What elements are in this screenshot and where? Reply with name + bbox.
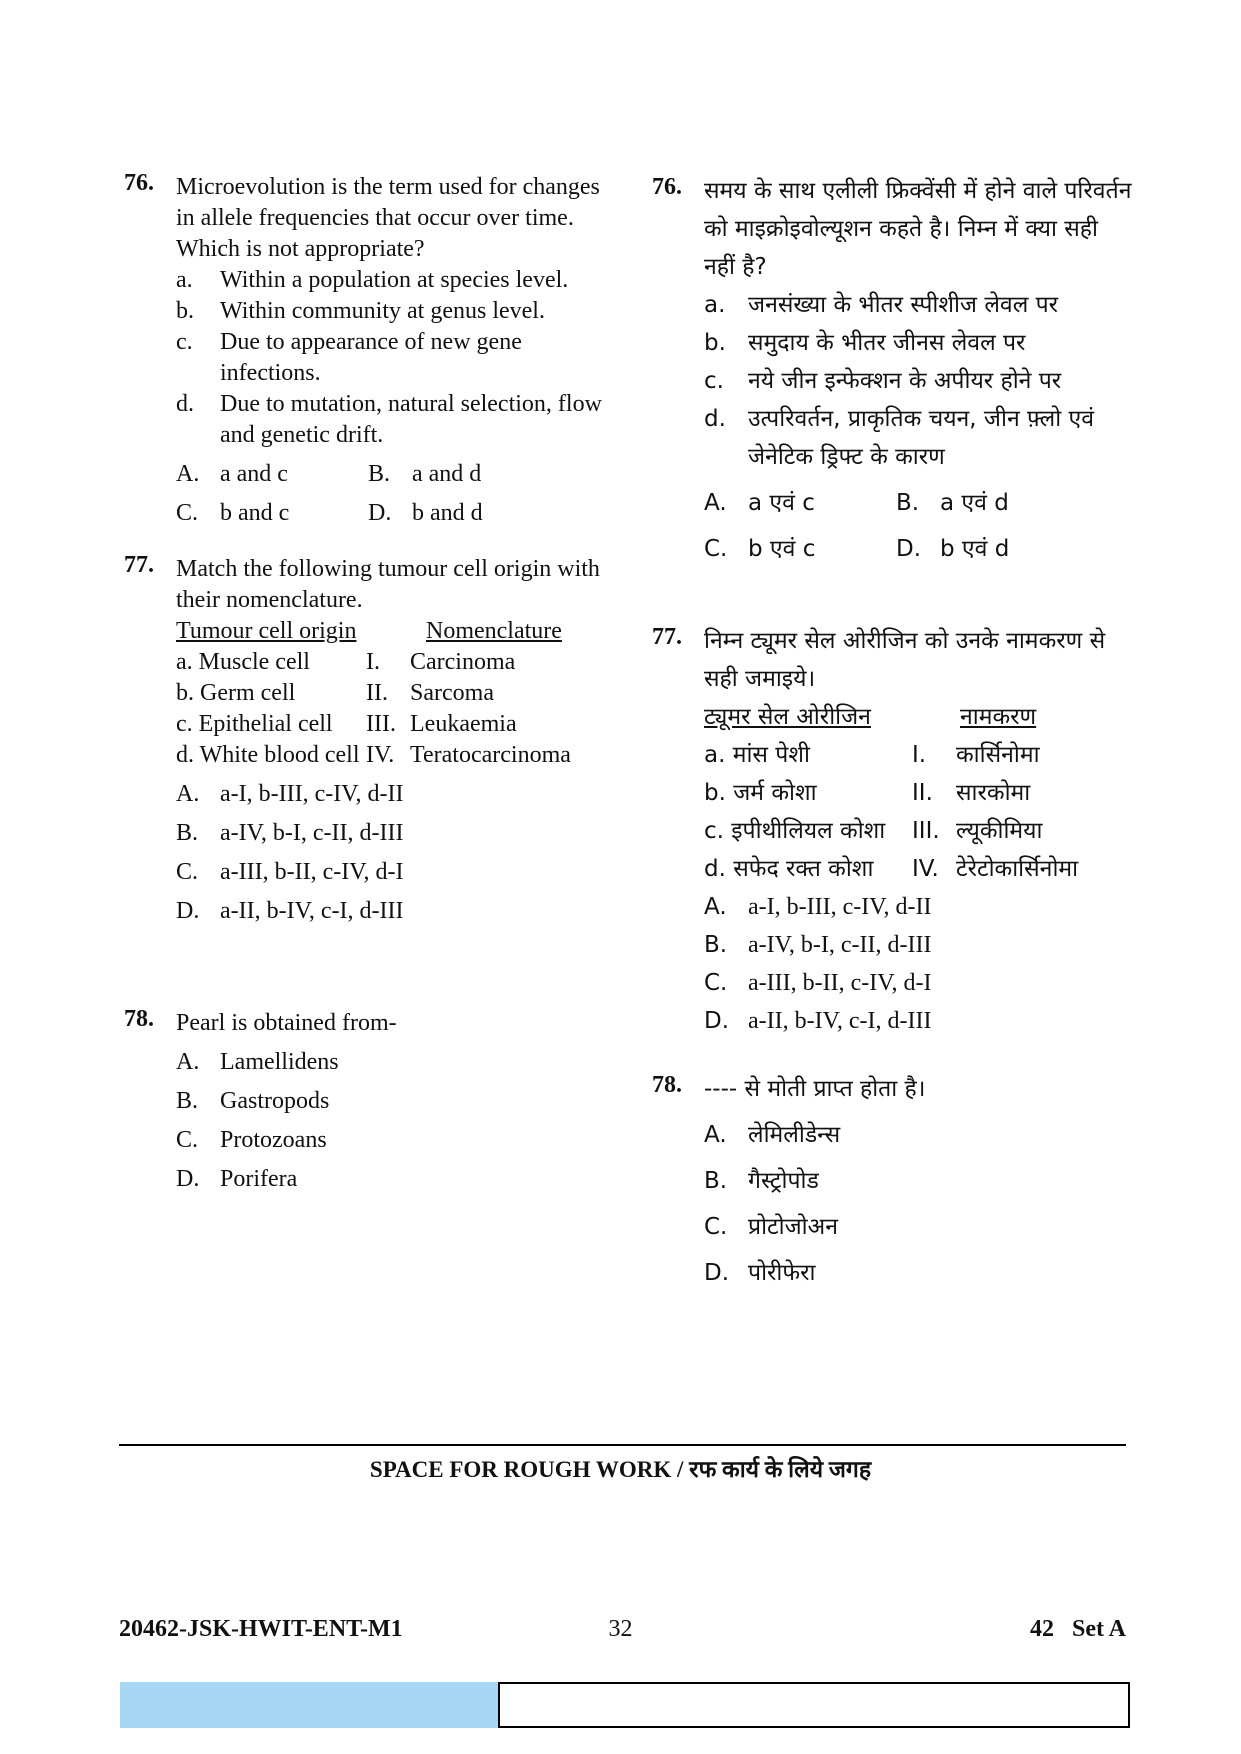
answer-text: a-III, b-II, c-IV, d-I	[220, 859, 404, 885]
question-77-en	[124, 554, 624, 1008]
question-number: 77.	[124, 552, 154, 578]
question-77-hi	[652, 622, 1132, 1070]
answer-text: a and d	[412, 461, 482, 487]
match-key: I.	[912, 742, 927, 768]
match-header	[704, 698, 1132, 736]
hindi-column	[652, 172, 1132, 1300]
statement-c	[704, 362, 1132, 400]
match-key: III.	[912, 818, 940, 844]
answer-text: a-II, b-IV, c-I, d-III	[220, 898, 404, 924]
statement-c	[176, 327, 624, 389]
answer-text: a-IV, b-I, c-II, d-III	[748, 932, 932, 958]
match-right: Sarcoma	[410, 680, 494, 706]
match-right: ल्यूकीमिया	[956, 818, 1043, 844]
blue-bar	[120, 1682, 498, 1728]
match-key: I.	[366, 649, 380, 675]
answer-option-a[interactable]	[704, 1116, 1132, 1154]
match-row	[176, 647, 624, 678]
answer-option-d[interactable]	[176, 896, 624, 927]
statement-key: c.	[704, 368, 724, 394]
answer-text: b एवं d	[940, 536, 1010, 562]
match-header-left: Tumour cell origin	[176, 618, 357, 644]
answer-key: D.	[896, 536, 922, 562]
answer-key: C.	[704, 1214, 728, 1240]
answer-option-a[interactable]	[176, 779, 624, 810]
answer-choices	[176, 779, 624, 927]
match-key: III.	[366, 711, 396, 737]
answer-text: प्रोटोजोअन	[748, 1214, 838, 1240]
match-left: a. मांस पेशी	[704, 742, 810, 768]
question-stem: निम्न ट्यूमर सेल ओरीजिन को उनके नामकरण से सही जमाइये।	[704, 628, 1106, 692]
answer-choices	[704, 888, 1132, 1040]
statement-key: b.	[176, 298, 194, 324]
match-table	[176, 616, 624, 771]
match-row	[176, 709, 624, 740]
question-stem: समय के साथ एलीली फ्रिक्वेंसी में होने वाले परिवर्तन को माइक्रोइवोल्यूशन कहते है। निम्न में क्या सही नहीं है?	[704, 178, 1132, 280]
answer-choices	[704, 484, 1132, 568]
statement-text: Due to appearance of new gene infections.	[220, 329, 522, 386]
question-number: 76.	[652, 174, 682, 200]
match-header	[176, 616, 624, 647]
answer-key: B.	[368, 461, 391, 487]
answer-text: a एवं c	[748, 490, 815, 516]
statement-key: b.	[704, 330, 726, 356]
answer-text: a-III, b-II, c-IV, d-I	[748, 970, 932, 996]
match-left: d. White blood cell	[176, 742, 360, 768]
blank-box	[498, 1682, 1130, 1728]
statement-d	[704, 400, 1132, 476]
match-header-right: Nomenclature	[426, 618, 562, 644]
match-row	[704, 812, 1132, 850]
answer-text: पोरीफेरा	[748, 1260, 816, 1286]
question-stem: Match the following tumour cell origin with their nomenclature.	[176, 556, 600, 613]
answer-choices	[704, 1116, 1132, 1292]
match-key: II.	[366, 680, 388, 706]
match-key: IV.	[366, 742, 395, 768]
statement-text: जनसंख्या के भीतर स्पीशीज लेवल पर	[748, 292, 1059, 318]
statement-text: उत्परिवर्तन, प्राकृतिक चयन, जीन फ़्लो एवं जेनेटिक ड्रिफ्ट के कारण	[748, 406, 1094, 470]
match-key: IV.	[912, 856, 939, 882]
answer-text: b and d	[412, 500, 483, 526]
answer-key: A.	[704, 490, 727, 516]
answer-option-d[interactable]	[368, 498, 624, 529]
match-header-right: नामकरण	[960, 704, 1037, 730]
answer-option-b[interactable]	[704, 1162, 1132, 1200]
english-column	[124, 172, 624, 1203]
answer-key: D.	[704, 1260, 730, 1286]
answer-option-c[interactable]	[704, 1208, 1132, 1246]
question-78-en	[124, 1008, 624, 1195]
match-header-left: ट्यूमर सेल ओरीजिन	[704, 704, 871, 730]
statement-text: नये जीन इन्फेक्शन के अपीयर होने पर	[748, 368, 1062, 394]
statement-key: d.	[704, 406, 726, 432]
answer-key: B.	[704, 1168, 728, 1194]
match-key: II.	[912, 780, 933, 806]
answer-text: b and c	[220, 500, 290, 526]
match-row	[704, 736, 1132, 774]
match-right: Leukaemia	[410, 711, 517, 737]
answer-text: a-IV, b-I, c-II, d-III	[220, 820, 404, 846]
answer-text: Porifera	[220, 1166, 298, 1192]
question-number: 78.	[652, 1072, 682, 1098]
match-row	[704, 774, 1132, 812]
question-number: 76.	[124, 170, 154, 196]
question-stem: Microevolution is the term used for changes in allele frequencies that occur over time. Which is not appropriate?	[176, 174, 600, 262]
statement-key: d.	[176, 391, 194, 417]
match-row	[176, 740, 624, 771]
match-left: c. Epithelial cell	[176, 711, 333, 737]
set-label: 42 Set A	[1030, 1616, 1126, 1642]
answer-option-a[interactable]	[176, 1047, 624, 1078]
match-left: d. सफेद रक्त कोशा	[704, 856, 874, 882]
answer-key: C.	[176, 1127, 199, 1153]
page-number: 32	[608, 1616, 633, 1642]
answer-key: C.	[176, 500, 199, 526]
answer-option-c[interactable]	[704, 964, 1132, 1002]
match-left: b. जर्म कोशा	[704, 780, 817, 806]
answer-key: C.	[704, 970, 728, 996]
booklet-code: 20462-JSK-HWIT-ENT-M1	[119, 1616, 403, 1642]
match-right: सारकोमा	[956, 780, 1031, 806]
match-left: c. इपीथीलियल कोशा	[704, 818, 886, 844]
answer-key: D.	[368, 500, 392, 526]
answer-text: गैस्ट्रोपोड	[748, 1168, 819, 1194]
answer-text: लेमिलीडेन्स	[748, 1122, 841, 1148]
statement-a	[176, 265, 624, 296]
answer-key: B.	[896, 490, 920, 516]
statement-text: समुदाय के भीतर जीनस लेवल पर	[748, 330, 1026, 356]
answer-key: A.	[176, 461, 200, 487]
statement-text: Due to mutation, natural selection, flow and genetic drift.	[220, 391, 602, 448]
answer-option-b[interactable]	[896, 484, 1132, 522]
statement-text: Within community at genus level.	[220, 298, 545, 324]
answer-option-d[interactable]	[704, 1002, 1132, 1040]
answer-option-c[interactable]	[176, 857, 624, 888]
answer-key: A.	[704, 1122, 727, 1148]
question-stem: Pearl is obtained from-	[176, 1010, 397, 1036]
answer-key: A.	[704, 894, 727, 920]
answer-option-d[interactable]	[704, 1254, 1132, 1292]
answer-key: C.	[704, 536, 728, 562]
statement-a	[704, 286, 1132, 324]
rough-work-label: SPACE FOR ROUGH WORK / रफ कार्य के लिये जगह	[369, 1457, 872, 1482]
answer-text: a and c	[220, 461, 288, 487]
answer-text: Protozoans	[220, 1127, 327, 1153]
answer-option-d[interactable]	[896, 530, 1132, 568]
rough-work-divider	[119, 1444, 1126, 1446]
question-number: 77.	[652, 624, 682, 650]
match-row	[176, 678, 624, 709]
answer-key: D.	[176, 1166, 200, 1192]
statement-key: a.	[176, 267, 193, 293]
statement-b	[704, 324, 1132, 362]
answer-choices	[176, 1047, 624, 1195]
match-row	[704, 850, 1132, 888]
match-left: a. Muscle cell	[176, 649, 310, 675]
answer-key: B.	[176, 820, 199, 846]
answer-key: A.	[176, 781, 200, 807]
question-number: 78.	[124, 1006, 154, 1032]
answer-option-a[interactable]	[176, 459, 368, 490]
answer-option-b[interactable]	[176, 818, 624, 849]
statement-b	[176, 296, 624, 327]
statement-key: c.	[176, 329, 193, 355]
answer-key: D.	[704, 1008, 730, 1034]
answer-choices	[176, 459, 624, 529]
question-stem: ---- से मोती प्राप्त होता है।	[704, 1076, 926, 1102]
question-76-hi	[652, 172, 1132, 622]
answer-text: Gastropods	[220, 1088, 330, 1114]
statement-text: Within a population at species level.	[220, 267, 569, 293]
answer-text: a-I, b-III, c-IV, d-II	[220, 781, 404, 807]
answer-key: C.	[176, 859, 199, 885]
answer-text: Lamellidens	[220, 1049, 339, 1075]
answer-option-b[interactable]	[368, 459, 624, 490]
statement-key: a.	[704, 292, 726, 318]
answer-option-a[interactable]	[704, 484, 896, 522]
answer-option-a[interactable]	[704, 888, 1132, 926]
answer-text: b एवं c	[748, 536, 816, 562]
answer-option-b[interactable]	[176, 1086, 624, 1117]
match-right: टेरेटोकार्सिनोमा	[956, 856, 1079, 882]
answer-text: a-II, b-IV, c-I, d-III	[748, 1008, 932, 1034]
answer-text: a एवं d	[940, 490, 1009, 516]
question-76-en	[124, 172, 624, 554]
answer-option-c[interactable]	[704, 530, 896, 568]
answer-key: B.	[704, 932, 728, 958]
answer-key: D.	[176, 898, 200, 924]
match-right: Carcinoma	[410, 649, 516, 675]
answer-key: B.	[176, 1088, 199, 1114]
answer-key: A.	[176, 1049, 200, 1075]
answer-option-d[interactable]	[176, 1164, 624, 1195]
question-78-hi	[652, 1070, 1132, 1292]
match-right: Teratocarcinoma	[410, 742, 571, 768]
answer-option-c[interactable]	[176, 498, 368, 529]
match-table	[704, 698, 1132, 888]
statement-d	[176, 389, 624, 451]
match-left: b. Germ cell	[176, 680, 296, 706]
answer-text: a-I, b-III, c-IV, d-II	[748, 894, 932, 920]
answer-option-c[interactable]	[176, 1125, 624, 1156]
answer-option-b[interactable]	[704, 926, 1132, 964]
match-right: कार्सिनोमा	[956, 742, 1040, 768]
